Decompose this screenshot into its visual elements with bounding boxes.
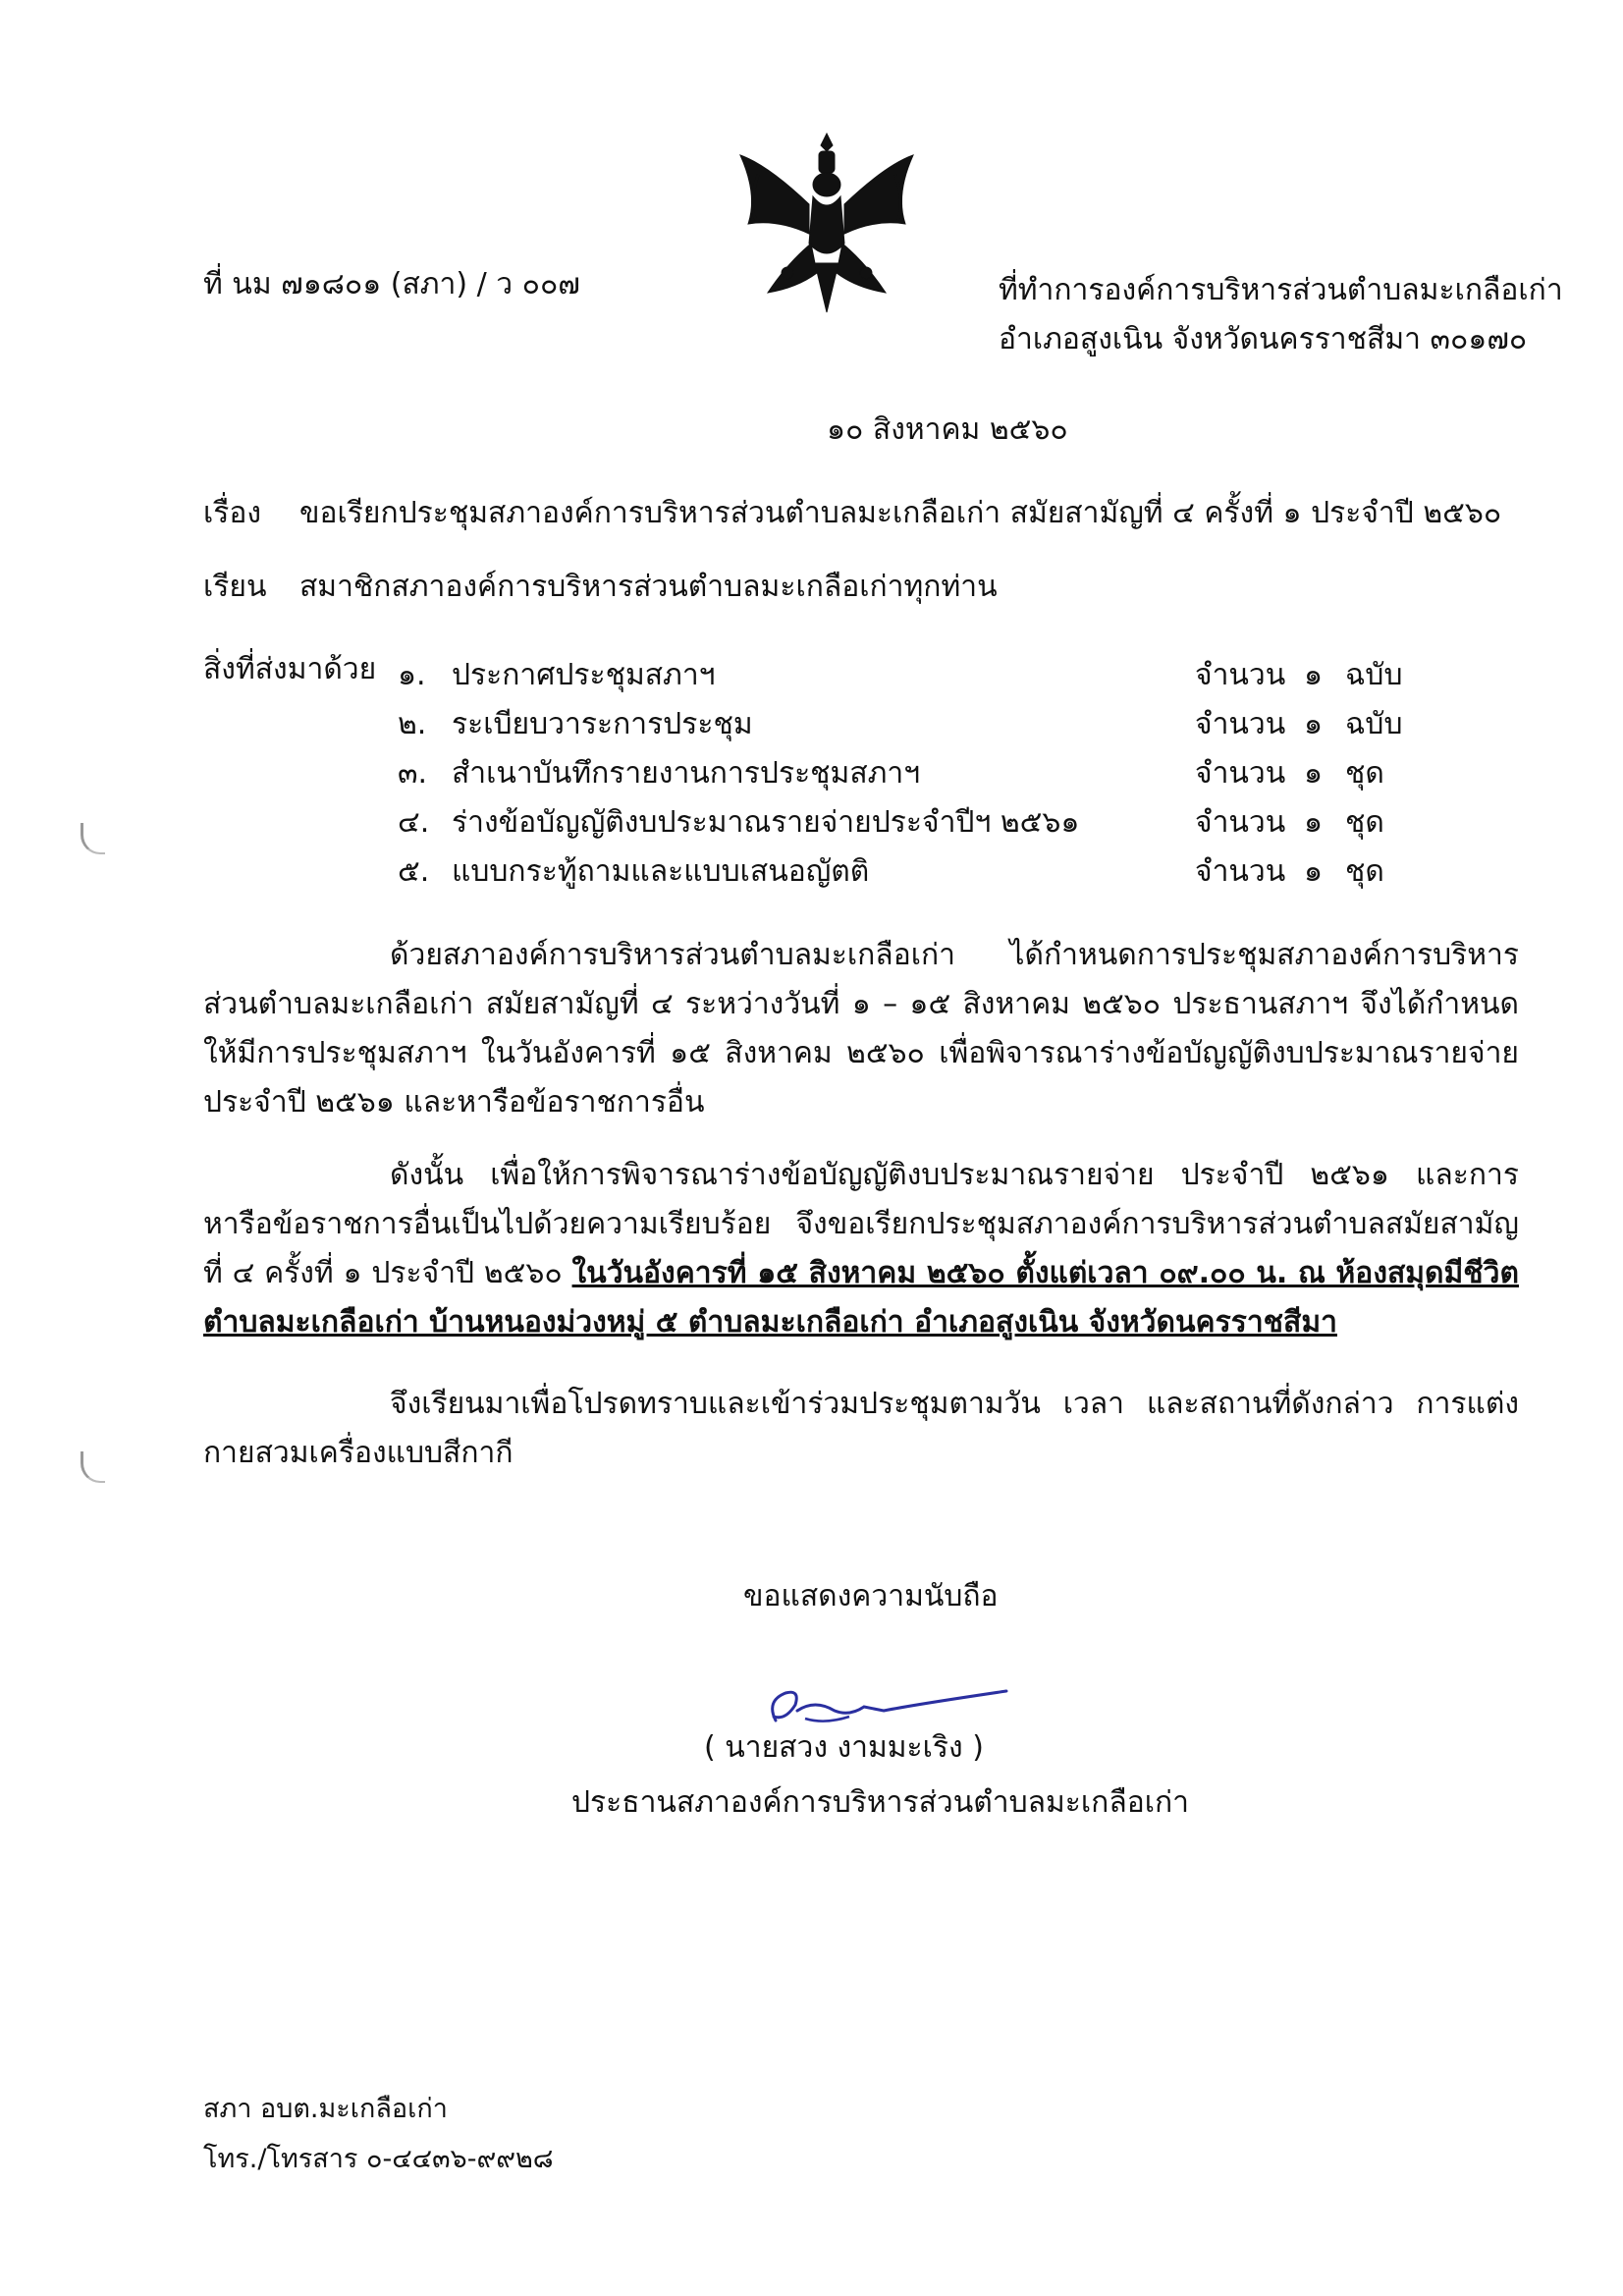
garuda-emblem bbox=[729, 126, 925, 322]
subject-text: ขอเรียกประชุมสภาองค์การบริหารส่วนตำบลมะเกลือเก่า สมัยสามัญที่ ๔ ครั้งที่ ๑ ประจำปี ๒๕๖๐ bbox=[299, 496, 1502, 530]
enclosure-number: ๑. bbox=[398, 658, 426, 692]
enclosure-text: ร่างข้อบัญญัติงบประมาณรายจ่ายประจำปีฯ ๒๕๖๑ bbox=[452, 805, 1080, 840]
footer-phone: โทร./โทรสาร ๐-๔๔๓๖-๙๙๒๘ bbox=[203, 2144, 554, 2174]
enclosure-qty-label: จำนวน bbox=[1195, 854, 1286, 889]
enclosure-item bbox=[0, 750, 1623, 799]
enclosure-qty: ๑ bbox=[1304, 707, 1324, 741]
office-address-line1: ที่ทำการองค์การบริหารส่วนตำบลมะเกลือเก่า bbox=[999, 273, 1563, 307]
body-paragraph-3: จึงเรียนมาเพื่อโปรดทราบและเข้าร่วมประชุมตามวัน เวลา และสถานที่ดังกล่าว การแต่งกายสวมเครื่องแบบสีกากี bbox=[203, 1387, 1519, 1470]
enclosure-qty-label: จำนวน bbox=[1195, 805, 1286, 840]
enclosure-qty-label: จำนวน bbox=[1195, 658, 1286, 692]
enclosure-number: ๒. bbox=[398, 707, 427, 741]
enclosure-unit: ฉบับ bbox=[1345, 707, 1403, 741]
enclosure-qty: ๑ bbox=[1304, 658, 1324, 692]
enclosure-text: แบบกระทู้ถามและแบบเสนอญัตติ bbox=[452, 854, 870, 889]
enclosure-text: สำเนาบันทึกรายงานการประชุมสภาฯ bbox=[452, 756, 921, 791]
recipient-label: เรียน bbox=[203, 570, 267, 604]
enclosure-item bbox=[0, 701, 1623, 750]
enclosure-item bbox=[0, 799, 1623, 848]
enclosure-qty: ๑ bbox=[1304, 854, 1324, 889]
enclosure-unit: ชุด bbox=[1345, 756, 1384, 791]
enclosure-item bbox=[0, 652, 1623, 701]
enclosures-label: สิ่งที่ส่งมาด้วย bbox=[203, 652, 377, 686]
enclosure-number: ๓. bbox=[398, 756, 428, 791]
body-paragraph-1: ด้วยสภาองค์การบริหารส่วนตำบลมะเกลือเก่า ได้กำหนดการประชุมสภาองค์การบริหารส่วนตำบลมะเกลือเก่า สมัยสามัญที่ ๔ ระหว่างวันที่ ๑ – ๑๕ สิงหาคม ๒๕๖๐ ประธานสภาฯ จึงได้กำหนดให้มีการประชุมสภาฯ ในวันอังคารที่ ๑๕ สิงหาคม ๒๕๖๐ เพื่อพิจารณาร่างข้อบัญญัติงบประมาณรายจ่ายประจำปี ๒๕๖๑ และหารือข้อราชการอื่น bbox=[203, 938, 1519, 1120]
enclosure-qty: ๑ bbox=[1304, 756, 1324, 791]
enclosure-unit: ชุด bbox=[1345, 805, 1384, 840]
enclosure-number: ๔. bbox=[398, 805, 430, 840]
enclosure-text: ประกาศประชุมสภาฯ bbox=[452, 658, 716, 692]
subject-label: เรื่อง bbox=[203, 496, 262, 530]
enclosure-text: ระเบียบวาระการประชุม bbox=[452, 707, 753, 741]
closing-salutation: ขอแสดงความนับถือ bbox=[743, 1579, 999, 1613]
enclosure-qty: ๑ bbox=[1304, 805, 1324, 840]
body-paragraph-2-lead: ดังนั้น เพื่อให้การพิจารณาร่างข้อบัญญัติงบประมาณรายจ่าย ประจำปี ๒๕๖๑ และการหารือข้อราชการอื่นเป็นไปด้วยความเรียบร้อย จึงขอเรียกประชุมสภาองค์การบริหารส่วนตำบลสมัยสามัญที่ ๔ ครั้งที่ ๑ ประจำปี ๒๕๖๐ bbox=[203, 1158, 1519, 1290]
signatory-name: ( นายสวง งามมะเริง ) bbox=[704, 1730, 984, 1765]
enclosure-qty-label: จำนวน bbox=[1195, 756, 1286, 791]
letter-date: ๑๐ สิงหาคม ๒๕๖๐ bbox=[827, 412, 1068, 447]
signatory-position: ประธานสภาองค์การบริหารส่วนตำบลมะเกลือเก่า bbox=[571, 1785, 1190, 1820]
meeting-details-emphasis: ในวันอังคารที่ ๑๕ สิงหาคม ๒๕๖๐ ตั้งแต่เวลา ๐๙.๐๐ น. ณ ห้องสมุดมีชีวิตตำบลมะเกลือเก่า บ้านหนองม่วงหมู่ ๕ ตำบลมะเกลือเก่า อำเภอสูงเนิน จังหวัดนครราชสีมา bbox=[203, 1256, 1519, 1339]
reference-number: ที่ นม ๗๑๘๐๑ (สภา) / ว ๐๐๗ bbox=[203, 267, 580, 301]
recipient-text: สมาชิกสภาองค์การบริหารส่วนตำบลมะเกลือเก่าทุกท่าน bbox=[299, 570, 998, 604]
enclosure-unit: ชุด bbox=[1345, 854, 1384, 889]
enclosure-unit: ฉบับ bbox=[1345, 658, 1403, 692]
body-paragraph-2 bbox=[203, 1151, 1519, 1347]
footer-department: สภา อบต.มะเกลือเก่า bbox=[203, 2094, 448, 2124]
enclosure-number: ๕. bbox=[398, 854, 430, 889]
office-address-line2: อำเภอสูงเนิน จังหวัดนครราชสีมา ๓๐๑๗๐ bbox=[999, 322, 1528, 356]
margin-mark bbox=[81, 1451, 105, 1483]
enclosure-qty-label: จำนวน bbox=[1195, 707, 1286, 741]
enclosure-item bbox=[0, 848, 1623, 898]
